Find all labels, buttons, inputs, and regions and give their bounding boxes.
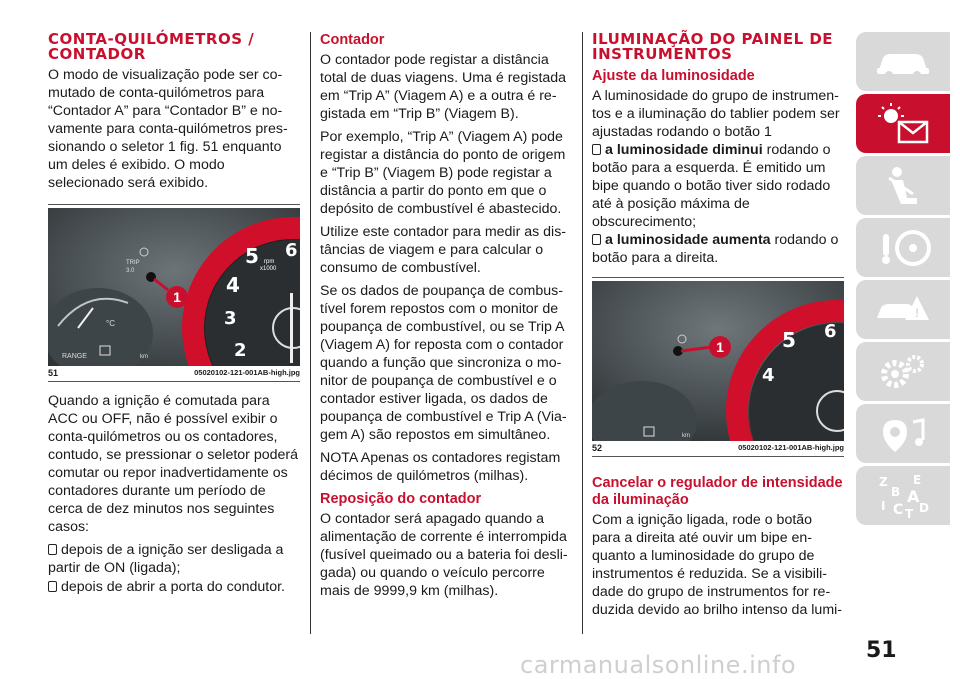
steering-wheel-icon [873,226,933,270]
gauge-num: 5 [245,244,259,268]
page-number: 51 [866,638,897,663]
bullet-item [48,578,300,596]
bullet-bold: a luminosidade diminui [605,142,763,158]
tab-driving[interactable] [856,218,950,277]
column-rule-1 [310,32,311,634]
gauge-unit: °C [106,319,115,328]
index-letter: D [919,500,929,515]
paragraph: O contador pode registar a distância total de duas viagens. Uma é registada em “Trip A” (Viagem A) e a outra é re-gistada em “Trip B” (Viagem B). [320,52,567,122]
paragraph: O contador será apagado quando a alimentação de corrente é interrompida (fusível queimado ou a bateria foi desli-gada) ou quando o veículo percorre mais de 9999,9 km (milhas). [320,511,568,599]
section-title-illumination: ILUMINAÇÃO DO PAINEL DE INSTRUMENTOS [592,30,834,63]
instrument-cluster-photo [48,208,300,366]
index-letter: Z [879,474,888,489]
index-letter: I [881,498,886,513]
seat-airbag-icon [873,164,933,208]
index-letter: A [907,486,920,506]
section-title-odometer: CONTA-QUILÓMETROS / CONTADOR [48,30,255,63]
gauge-num: 6 [285,240,298,261]
checkbox-bullet-icon [48,581,57,592]
gauge-num: 4 [762,365,775,386]
bullet-item [592,141,844,231]
trip-value: 3.0 [126,268,135,274]
gauge-num: 3 [224,308,237,329]
car-icon [873,42,933,82]
heading-counter-reset: Reposição do contador [320,491,482,507]
paragraph: Por exemplo, “Trip A” (Viagem A) pode registar a distância do ponto de origem e “Trip B” (Viagem B) pode registar a distância a partir do ponto em que o depósito de combustível é abastecido. [320,129,566,217]
paragraph: Se os dados de poupança de combus-tível forem repostos com o monitor de poupança de combustível, ou se Trip A (Viagem A) for reposta com o contador quando a função que sincroniza o mo-nitor de poupança de combustível e o contador estiver ligada, os dados de poupança de combustível e Trip A (Via-gem A) são repostos em simultâneo. [320,283,567,443]
checkbox-bullet-icon [48,544,57,555]
tab-emergency[interactable] [856,280,950,339]
gauge-num: 4 [226,273,240,297]
paragraph: Utilize este contador para medir as dis-tâncias de viagem e para calcular o consumo de combustível. [320,224,567,276]
gauge-unit: x1000 [260,266,277,272]
gauge-unit: rpm [264,259,275,265]
checkbox-bullet-icon [592,144,601,155]
checkbox-bullet-icon [592,234,601,245]
column-2 [320,32,572,605]
tab-maintenance[interactable] [856,342,950,401]
km-label: km [682,433,690,439]
bullet-text: depois de a ignição ser desligada a partir de ON (ligada); [48,542,284,576]
tab-warning-lights[interactable] [856,94,950,153]
tab-car[interactable] [856,32,950,91]
range-label: RANGE [62,353,87,360]
column-rule-2 [582,32,583,634]
breakdown-icon [873,288,933,332]
gauge-num: 2 [234,340,247,361]
index-letter: E [913,472,922,487]
bullet-item [592,231,844,267]
bullet-text: rodando o botão para a direita. [592,232,839,266]
tab-index[interactable] [856,466,950,525]
gauge-num: 5 [782,328,796,352]
tab-safety[interactable] [856,156,950,215]
figure-filename: 05020102-121-001AB-high.jpg [194,368,300,377]
paragraph: O modo de visualização pode ser co-mutado de conta-quilómetros para “Contador A” para “Contador B” e no-vamente para conta-quilómetros pres-sionando o seletor 1 fig. 51 enquanto um deles é exibido. O modo selecionado será exibido. [48,67,288,191]
bullet-item [48,541,300,577]
svg-text:!: ! [915,305,919,320]
bullet-bold: a luminosidade aumenta [605,232,771,248]
paragraph: A luminosidade do grupo de instrumen-tos e a iluminação do tablier podem ser ajustadas rodando o botão 1 [592,88,840,140]
heading-cancel-dimmer: Cancelar o regulador de intensidade da iluminação [592,475,843,508]
media-icon [873,412,933,456]
index-letter: B [891,484,901,499]
trip-label: TRIP [126,260,140,266]
gauge-num: 6 [824,321,837,342]
index-letter: T [905,506,914,520]
instrument-cluster-photo [592,281,844,441]
heading-brightness-adjust: Ajuste da luminosidade [592,68,755,84]
figure-caption [48,368,300,382]
km-label: km [140,354,148,360]
paragraph: Com a ignição ligada, rode o botão para a direita até ouvir um bipe en-quanto a luminosidade do grupo de instrumentos é reduzida. Se a visibili-dade do grupo de instrumentos for re-duzida devido ao brilho intenso da lumi- [592,512,843,618]
tab-multimedia[interactable] [856,404,950,463]
callout-1: 1 [173,289,181,305]
figure-number: 51 [48,368,59,378]
callout-1: 1 [716,339,724,355]
column-3 [592,32,844,624]
figure-51 [48,204,300,382]
figure-52 [592,277,844,457]
index-abc-icon [873,472,933,520]
index-letter: C [893,501,904,518]
heading-counter: Contador [320,32,385,48]
paragraph: Quando a ignição é comutada para ACC ou OFF, não é possível exibir o conta-quilómetros ou os contadores, contudo, se pressionar o seletor poderá comutar ou repor inadvertidamente os contadores durante um período de cerca de dez minutos nos seguintes casos: [48,393,299,535]
figure-caption [592,443,844,457]
chapter-tabs [856,32,950,528]
warning-lights-icon [873,102,933,146]
bullet-text: depois de abrir a porta do condutor. [61,579,285,595]
column-1 [48,32,300,601]
figure-filename: 05020102-121-001AB-high.jpg [738,443,844,452]
figure-number: 52 [592,443,603,453]
bullet-text: rodando o botão para a esquerda. É emitido um bipe quando o botão tiver sido rodado até à posição máxima de obscurecimento; [592,142,831,230]
service-gears-icon [873,350,933,394]
note: NOTA Apenas os contadores registam décimos de quilómetros (milhas). [320,450,561,484]
watermark: carmanualsonline.info [520,651,797,679]
